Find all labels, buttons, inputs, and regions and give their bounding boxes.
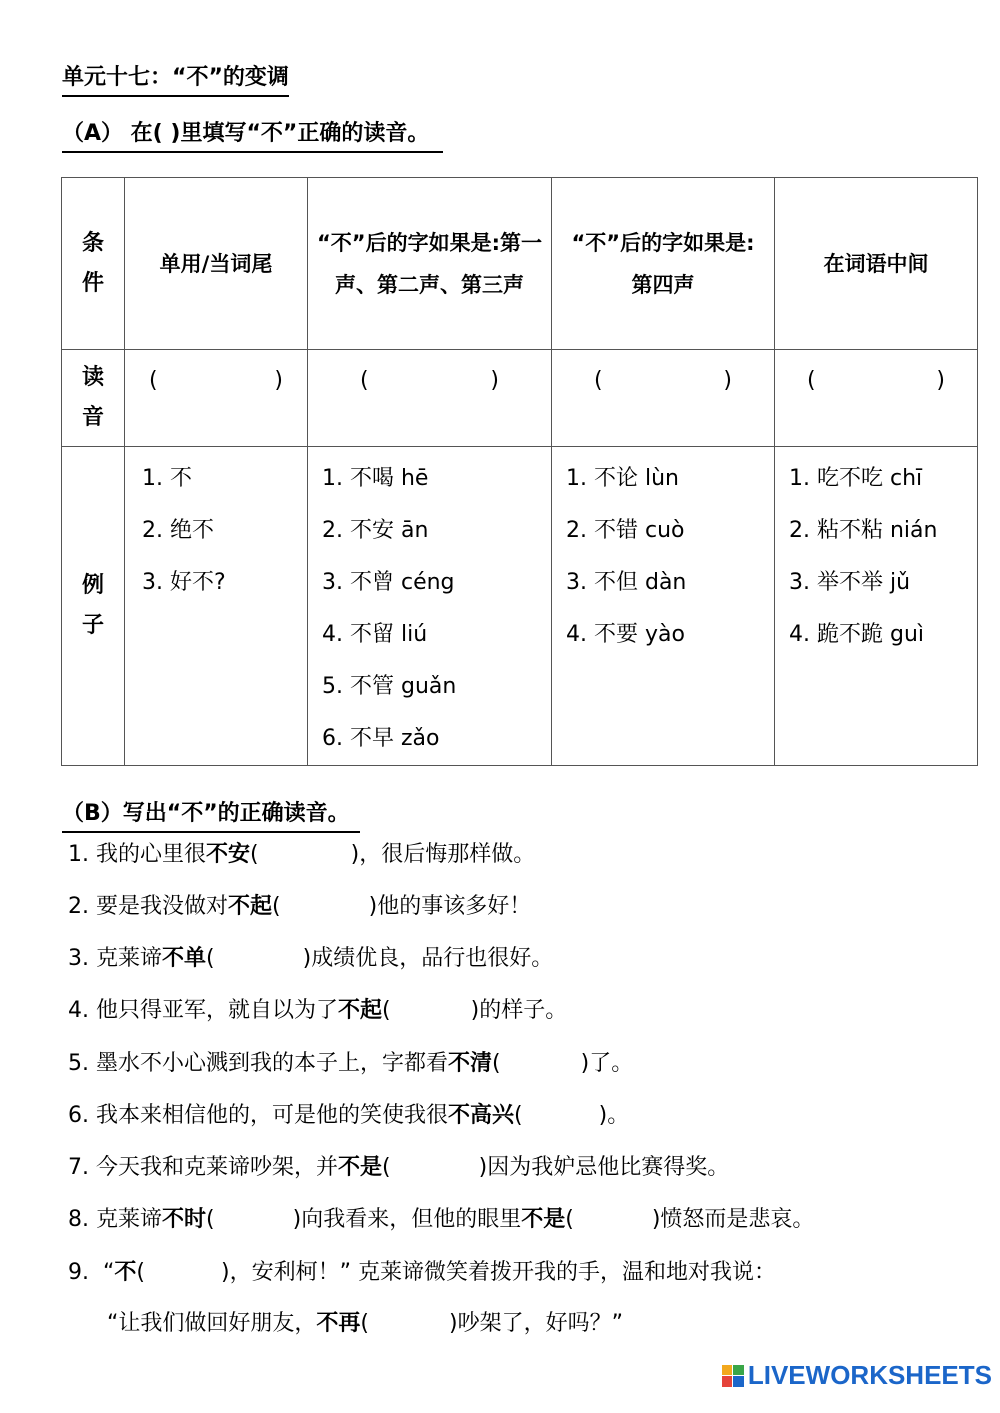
example-list-1 [125, 447, 307, 609]
list-item: 5. 不管 guǎn [322, 674, 457, 699]
list-item: 3. 不但 dàn [566, 570, 687, 595]
list-item: 1. 不 [142, 466, 192, 491]
list-item: 1. 吃不吃 chī [789, 466, 923, 491]
header-standalone: 单用/当词尾 [125, 178, 308, 350]
examples-col-2 [308, 447, 552, 766]
list-item: 3. 不曾 céng [322, 570, 455, 595]
reading-answer-2[interactable]: ( ) [308, 350, 552, 447]
list-item: 2. 绝不 [142, 518, 214, 543]
logo-text: LIVEWORKSHEETS [747, 1360, 992, 1390]
question-7: 7. 今天我和克莱谛吵架，并不是( )因为我妒忌他比赛得奖。 [68, 1155, 730, 1180]
list-item: 4. 跪不跪 guì [789, 622, 924, 647]
question-3: 3. 克莱谛不单( )成绩优良，品行也很好。 [68, 946, 554, 971]
list-item: 1. 不论 lùn [566, 466, 679, 491]
list-item: 3. 好不? [142, 570, 226, 595]
page-title: 单元十七：“不”的变调 [62, 62, 289, 97]
list-item: 6. 不早 zǎo [322, 726, 440, 751]
row-label-examples: 例子 [62, 447, 125, 766]
examples-col-3 [552, 447, 775, 766]
list-item: 4. 不留 liú [322, 622, 428, 647]
logo-mark-icon [722, 1365, 744, 1387]
table-row-condition [62, 178, 978, 350]
question-9: 9. “不( )，安利柯！” 克莱谛微笑着拨开我的手，温和地对我说： [68, 1260, 776, 1285]
section-a-heading: （A） 在( )里填写“不”正确的读音。 [62, 118, 443, 153]
example-list-4 [775, 447, 977, 661]
example-list-2 [308, 447, 551, 765]
question-1: 1. 我的心里很不安( )，很后悔那样做。 [68, 842, 536, 867]
question-9-line-2: “让我们做回好朋友，不再( )吵架了，好吗？” [107, 1311, 623, 1336]
tone-table [61, 177, 978, 766]
examples-col-1 [125, 447, 308, 766]
list-item: 1. 不喝 hē [322, 466, 429, 491]
reading-answer-3[interactable]: ( ) [552, 350, 775, 447]
list-item: 3. 举不举 jǔ [789, 570, 911, 595]
list-item: 2. 不错 cuò [566, 518, 685, 543]
header-tone-4: “不”后的字如果是: 第四声 [552, 178, 775, 350]
question-6: 6. 我本来相信他的，可是他的笑使我很不高兴( )。 [68, 1103, 630, 1128]
question-8: 8. 克莱谛不时( )向我看来，但他的眼里不是( )愤怒而是悲哀。 [68, 1207, 815, 1232]
row-label-reading: 读音 [62, 350, 125, 447]
list-item: 2. 不安 ān [322, 518, 429, 543]
question-4: 4. 他只得亚军，就自以为了不起( )的样子。 [68, 998, 568, 1023]
reading-answer-4[interactable]: ( ) [775, 350, 978, 447]
reading-answer-1[interactable]: ( ) [125, 350, 308, 447]
liveworksheets-logo [722, 1360, 992, 1391]
header-middle: 在词语中间 [775, 178, 978, 350]
header-tones-1-3: “不”后的字如果是:第一声、第二声、第三声 [308, 178, 552, 350]
question-2: 2. 要是我没做对不起( )他的事该多好！ [68, 894, 532, 919]
section-b-heading: （B）写出“不”的正确读音。 [62, 798, 360, 833]
table-row-examples [62, 447, 978, 766]
examples-col-4 [775, 447, 978, 766]
list-item: 2. 粘不粘 nián [789, 518, 938, 543]
row-label-condition: 条件 [62, 178, 125, 350]
table-row-reading [62, 350, 978, 447]
example-list-3 [552, 447, 774, 661]
list-item: 4. 不要 yào [566, 622, 685, 647]
question-5: 5. 墨水不小心溅到我的本子上，字都看不清( )了。 [68, 1051, 634, 1076]
